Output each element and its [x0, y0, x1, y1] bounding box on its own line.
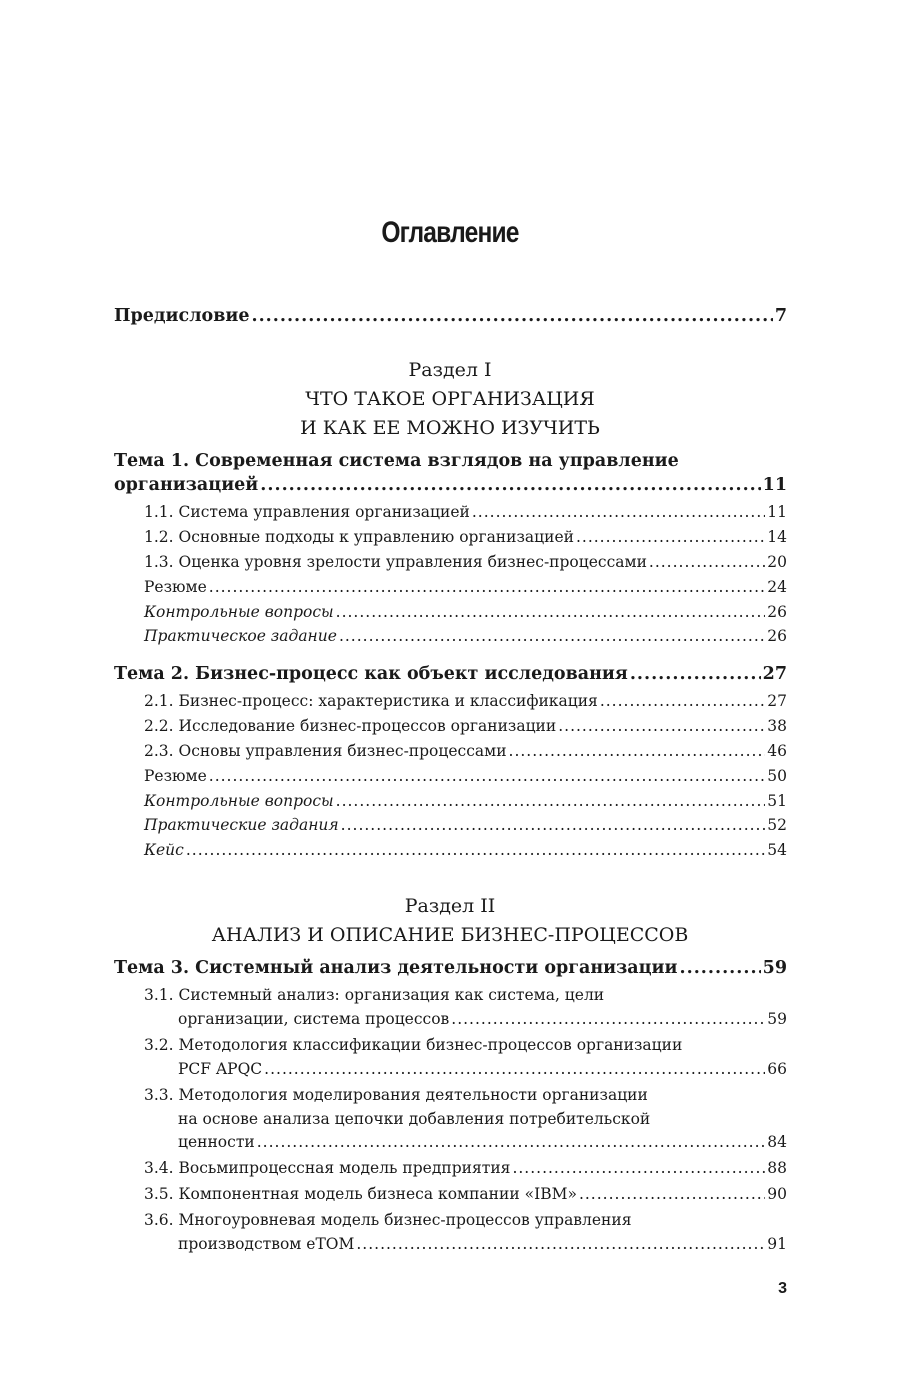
toc-entry-page: 51 — [767, 792, 787, 810]
toc-entry-label: 2.2. Исследование бизнес-процессов организации — [144, 717, 557, 735]
dot-leader — [512, 1159, 765, 1177]
dot-leader — [336, 603, 766, 621]
toc-entry-3-2-line1[interactable]: 3.2. Методология классификации бизнес-процессов организации — [144, 1036, 683, 1054]
toc-entry-label: 1.3. Оценка уровня зрелости управления бизнес-процессами — [144, 553, 647, 571]
topic-1-title-line1[interactable]: Тема 1. Современная система взглядов на управление — [114, 451, 679, 471]
section-heading-2 — [0, 892, 900, 950]
toc-entry-3-2[interactable] — [178, 1060, 787, 1084]
toc-entry-label: Предисловие — [114, 306, 250, 326]
toc-entry-page: 20 — [767, 553, 787, 571]
toc-entry-page: 7 — [774, 306, 787, 326]
dot-leader — [600, 692, 765, 710]
toc-entry-label: Практические задания — [144, 816, 339, 834]
toc-entry-topic-2[interactable] — [114, 664, 787, 688]
toc-entry-label: Практическое задание — [144, 627, 337, 645]
toc-entry-3-6[interactable] — [178, 1235, 787, 1259]
toc-entry-2-3[interactable] — [144, 742, 787, 766]
toc-entry-1-3[interactable] — [144, 553, 787, 577]
toc-entry-topic-1[interactable] — [114, 475, 787, 499]
toc-entry-label: Тема 3. Системный анализ деятельности организации — [114, 958, 678, 978]
toc-entry-2-1[interactable] — [144, 692, 787, 716]
toc-entry-page: 59 — [762, 958, 787, 978]
toc-entry-page: 26 — [767, 603, 787, 621]
toc-entry-3-5[interactable] — [144, 1185, 787, 1209]
toc-entry-label: Кейс — [144, 841, 184, 859]
toc-entry-page: 66 — [767, 1060, 787, 1078]
toc-entry-page: 27 — [767, 692, 787, 710]
toc-entry-label: организации, система процессов — [178, 1010, 450, 1028]
toc-entry-page: 11 — [762, 475, 787, 495]
toc-entry-topic-3[interactable] — [114, 958, 787, 982]
dot-leader — [558, 717, 765, 735]
section-title-line1: АНАЛИЗ И ОПИСАНИЕ БИЗНЕС-ПРОЦЕССОВ — [211, 924, 689, 946]
toc-entry-label: 1.2. Основные подходы к управлению организацией — [144, 528, 574, 546]
toc-entry-page: 26 — [767, 627, 787, 645]
dot-leader — [260, 475, 760, 495]
toc-entry-3-6-line1[interactable]: 3.6. Многоуровневая модель бизнес-процессов управления — [144, 1211, 632, 1229]
dot-leader — [257, 1133, 766, 1151]
toc-entry-2-2[interactable] — [144, 717, 787, 741]
toc-entry-1-2[interactable] — [144, 528, 787, 552]
toc-entry-2-practice[interactable] — [144, 816, 787, 840]
toc-entry-preface[interactable] — [114, 306, 787, 330]
toc-entry-label: 2.1. Бизнес-процесс: характеристика и классификация — [144, 692, 598, 710]
toc-entry-page: 88 — [767, 1159, 787, 1177]
dot-leader — [209, 578, 765, 596]
toc-entry-label: 3.5. Компонентная модель бизнеса компании «IBM» — [144, 1185, 577, 1203]
dot-leader — [576, 528, 765, 546]
dot-leader — [336, 792, 766, 810]
toc-entry-3-4[interactable] — [144, 1159, 787, 1183]
toc-entry-label: Контрольные вопросы — [144, 792, 334, 810]
toc-entry-3-1[interactable] — [178, 1010, 787, 1034]
dot-leader — [209, 767, 765, 785]
dot-leader — [264, 1060, 765, 1078]
toc-entry-1-summary[interactable] — [144, 578, 787, 602]
dot-leader — [451, 1010, 765, 1028]
dot-leader — [509, 742, 766, 760]
toc-entry-2-case[interactable] — [144, 841, 787, 865]
dot-leader — [680, 958, 761, 978]
page-title: Оглавление — [381, 216, 519, 249]
toc-entry-1-questions[interactable] — [144, 603, 787, 627]
toc-entry-3-3[interactable] — [178, 1133, 787, 1157]
section-title-line2: И КАК ЕЕ МОЖНО ИЗУЧИТЬ — [300, 417, 600, 439]
toc-entry-label: производством eTOM — [178, 1235, 355, 1253]
dot-leader — [630, 664, 761, 684]
toc-entry-page: 14 — [767, 528, 787, 546]
toc-entry-page: 38 — [767, 717, 787, 735]
toc-entry-label: 1.1. Система управления организацией — [144, 503, 470, 521]
toc-entry-label: Резюме — [144, 578, 207, 596]
toc-entry-2-summary[interactable] — [144, 767, 787, 791]
toc-entry-page: 84 — [767, 1133, 787, 1151]
toc-entry-3-1-line1[interactable]: 3.1. Системный анализ: организация как система, цели — [144, 986, 605, 1004]
section-title-line1: ЧТО ТАКОЕ ОРГАНИЗАЦИЯ — [305, 388, 595, 410]
toc-entry-label: ценности — [178, 1133, 255, 1151]
toc-entry-2-questions[interactable] — [144, 792, 787, 816]
toc-entry-page: 24 — [767, 578, 787, 596]
section-heading-1 — [0, 356, 900, 443]
dot-leader — [579, 1185, 765, 1203]
section-label: Раздел II — [404, 895, 496, 917]
toc-entry-label: организацией — [114, 475, 259, 495]
toc-entry-label: Резюме — [144, 767, 207, 785]
toc-entry-3-3-line1[interactable]: 3.3. Методология моделирования деятельности организации — [144, 1086, 648, 1104]
dot-leader — [339, 627, 765, 645]
toc-entry-label: Тема 2. Бизнес-процесс как объект исследования — [114, 664, 628, 684]
dot-leader — [186, 841, 765, 859]
toc-entry-page: 11 — [767, 503, 787, 521]
toc-entry-label: PCF APQC — [178, 1060, 263, 1078]
toc-entry-1-practice[interactable] — [144, 627, 787, 651]
dot-leader — [341, 816, 766, 834]
toc-entry-1-1[interactable] — [144, 503, 787, 527]
dot-leader — [251, 306, 772, 326]
toc-entry-3-3-line2[interactable]: на основе анализа цепочки добавления потребительской — [178, 1110, 651, 1128]
page-number: 3 — [778, 1280, 787, 1297]
section-label: Раздел I — [408, 359, 492, 381]
toc-entry-page: 27 — [762, 664, 787, 684]
dot-leader — [472, 503, 765, 521]
toc-entry-page: 91 — [767, 1235, 787, 1253]
toc-entry-label: 3.4. Восьмипроцессная модель предприятия — [144, 1159, 511, 1177]
toc-entry-page: 50 — [767, 767, 787, 785]
toc-entry-page: 46 — [767, 742, 787, 760]
toc-entry-page: 54 — [767, 841, 787, 859]
toc-entry-page: 52 — [767, 816, 787, 834]
toc-entry-label: Контрольные вопросы — [144, 603, 334, 621]
toc-entry-page: 59 — [767, 1010, 787, 1028]
toc-entry-label: 2.3. Основы управления бизнес-процессами — [144, 742, 507, 760]
dot-leader — [649, 553, 765, 571]
toc-entry-page: 90 — [767, 1185, 787, 1203]
dot-leader — [356, 1235, 765, 1253]
